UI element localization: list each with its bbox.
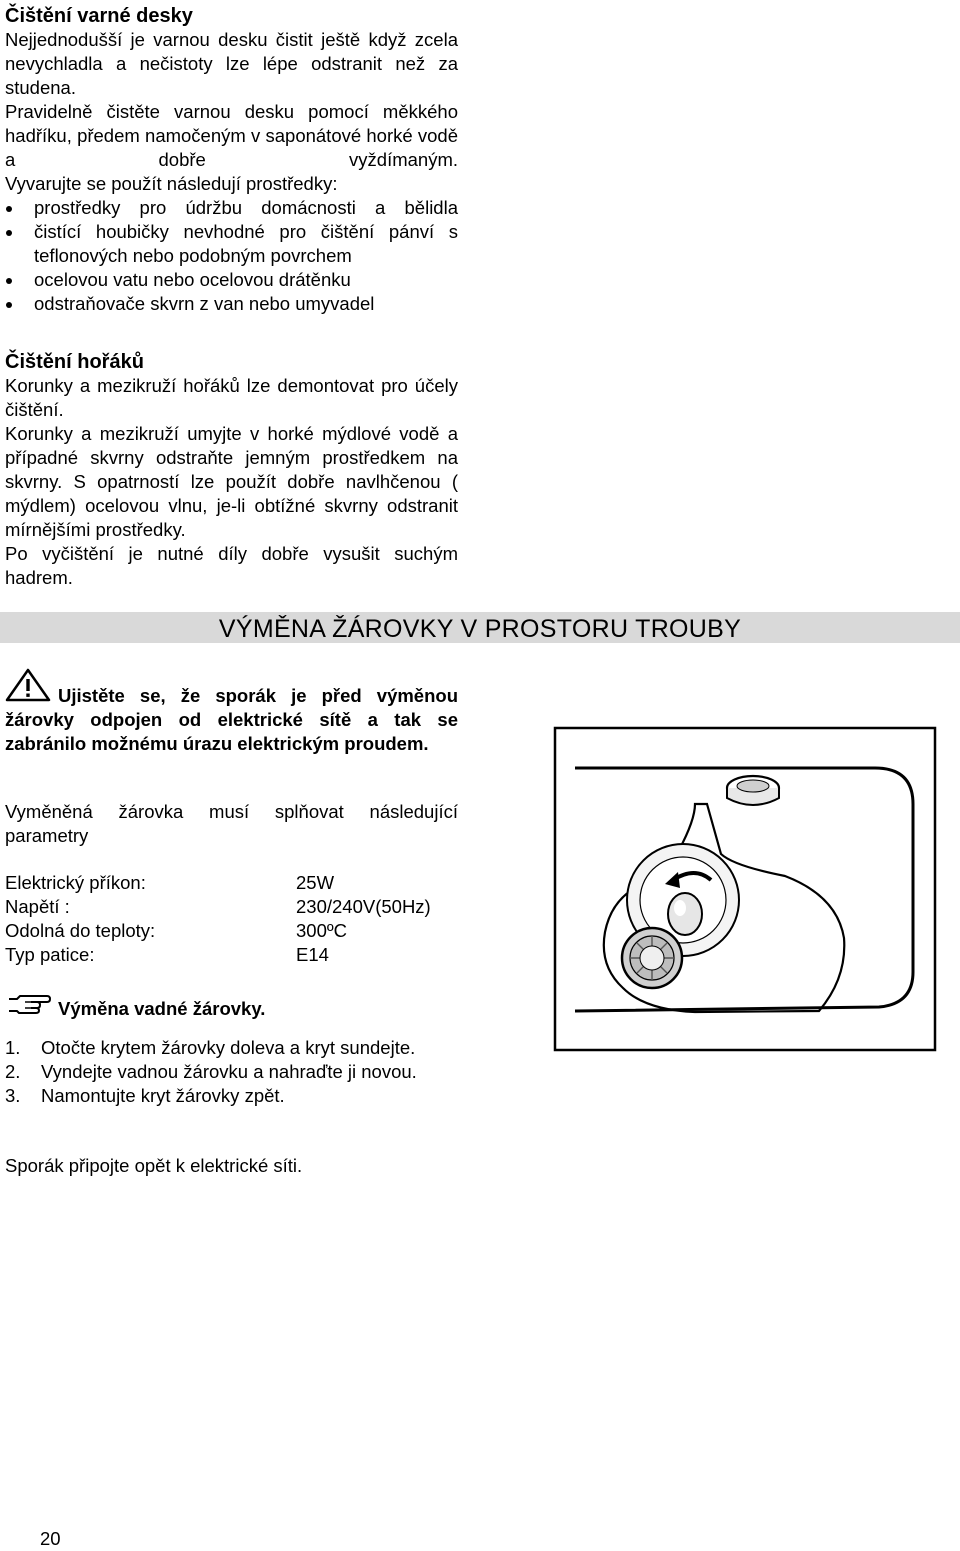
- note-title: Výměna vadné žárovky.: [58, 998, 266, 1019]
- spec-label: Napětí :: [5, 896, 70, 917]
- burner-cleaning-title: Čištění hořáků: [5, 351, 144, 373]
- list-item: odstraňovače skvrn z van nebo umyvadel: [5, 292, 458, 316]
- final-instruction: Sporák připojte opět k elektrické síti.: [5, 1155, 303, 1176]
- bullet-icon: [6, 302, 12, 308]
- burner-paragraph-3: Po vyčištění je nutné díly dobře vysušit suchým hadrem.: [5, 543, 458, 588]
- steps-list: [5, 1036, 458, 1108]
- warning-text: Ujistěte se, že sporák je před výměnou žárovky odpojen od elektrické sítě a tak se zabránilo možnému úrazu elektrickým proudem.: [5, 685, 458, 754]
- step-number: 3.: [5, 1085, 21, 1106]
- bullet-icon: [6, 206, 12, 212]
- burner-paragraph-2: Korunky a mezikruží umyjte v horké mýdlové vodě a případné skvrny odstraňte jemným prostředkem na skvrny. S opatrností lze použít dobře navlhčenou ( mýdlem) ocelovou vlnu, je-li obtížné skvrny odstranit mírnějšími prostředky.: [5, 423, 458, 540]
- spec-value: 300ºC: [296, 920, 347, 941]
- spec-label: Typ patice:: [5, 944, 95, 965]
- bullet-icon: [6, 278, 12, 284]
- specs-table: [5, 871, 458, 967]
- avoid-list: [5, 196, 458, 316]
- table-row: [5, 871, 458, 895]
- bullet-icon: [6, 230, 12, 236]
- step-text: Otočte krytem žárovky doleva a kryt sundejte.: [41, 1037, 416, 1058]
- step-text: Vyndejte vadnou žárovku a nahraďte ji novou.: [41, 1061, 417, 1082]
- page-number: 20: [40, 1528, 61, 1549]
- list-item: [5, 1036, 458, 1060]
- banner-title: VÝMĚNA ŽÁROVKY V PROSTORU TROUBY: [218, 615, 742, 643]
- list-item: [5, 1060, 458, 1084]
- list-item: čistící houbičky nevhodné pro čištění pánví s teflonových nebo podobným povrchem: [5, 220, 458, 268]
- hob-cleaning-paragraph-1: Nejjednodušší je varnou desku čistit ještě když zcela nevychladla a nečistoty lze lépe odstranit než za studena.: [5, 29, 458, 98]
- burner-cleaning-section: [5, 350, 458, 590]
- params-intro: Vyměněná žárovka musí splňovat následující parametry: [5, 801, 458, 846]
- list-item: ocelovou vatu nebo ocelovou drátěnku: [5, 268, 458, 292]
- table-row: [5, 895, 458, 919]
- hob-cleaning-paragraph-2: Pravidelně čistěte varnou desku pomocí měkkého hadříku, předem namočeným v saponátové horké vodě a dobře vyždímaným.: [5, 101, 458, 170]
- step-number: 2.: [5, 1061, 21, 1082]
- oven-lamp-illustration: [545, 720, 945, 1058]
- burner-paragraph-1: Korunky a mezikruží hořáků lze demontovat pro účely čištění.: [5, 375, 458, 420]
- step-text: Namontujte kryt žárovky zpět.: [41, 1085, 285, 1106]
- spec-label: Odolná do teploty:: [5, 920, 156, 941]
- table-row: [5, 919, 458, 943]
- step-number: 1.: [5, 1037, 21, 1058]
- hob-cleaning-section: [5, 4, 458, 316]
- table-row: [5, 943, 458, 967]
- list-item: prostředky pro údržbu domácnosti a bělidla: [5, 196, 458, 220]
- list-item: [5, 1084, 458, 1108]
- spec-value: 25W: [296, 872, 335, 893]
- section-banner: [0, 612, 960, 643]
- spec-value: 230/240V(50Hz): [296, 896, 431, 917]
- spec-value: E14: [296, 944, 329, 965]
- spec-label: Elektrický příkon:: [5, 872, 146, 893]
- pointing-hand-icon: [7, 990, 51, 1016]
- avoid-intro: Vyvarujte se použít následují prostředky:: [5, 173, 338, 194]
- hob-cleaning-title: Čištění varné desky: [5, 5, 193, 27]
